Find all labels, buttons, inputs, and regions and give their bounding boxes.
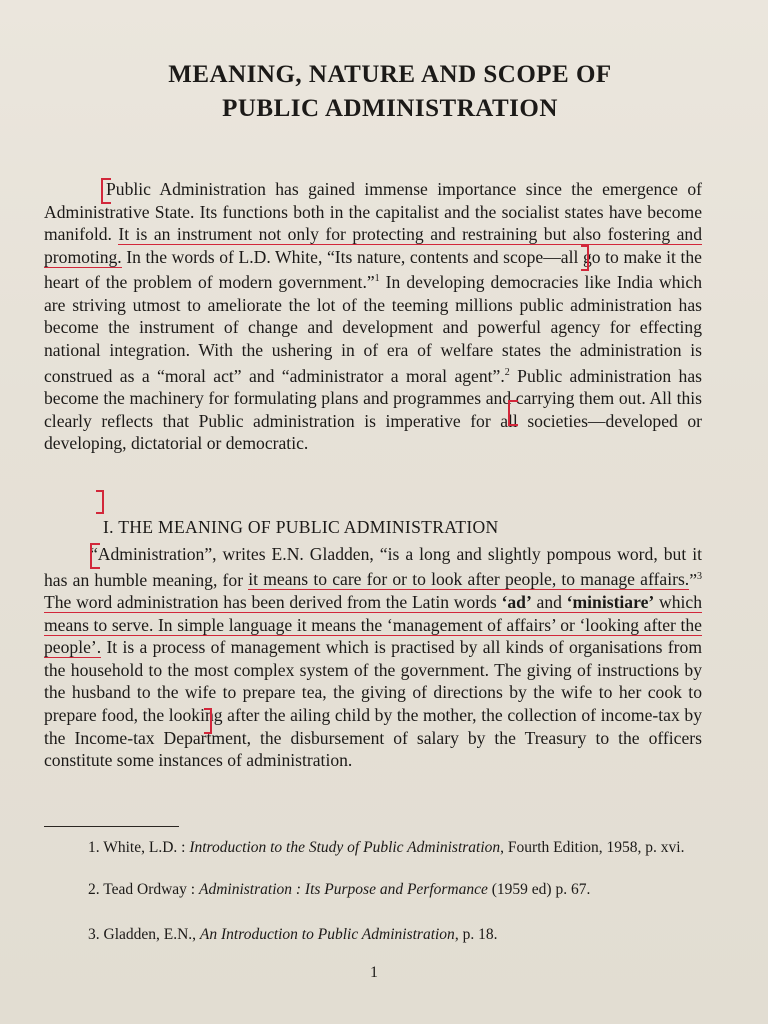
annotation-bracket [581, 245, 589, 271]
footnote-ref-2: 2 [504, 366, 510, 378]
annotation-bracket [90, 543, 100, 569]
p2-underlined-phrase-3: which means to serve. In simple language it means the ‘management of affairs’ or ‘looking after the people’. [44, 592, 702, 658]
footnote-2 [44, 880, 704, 900]
footnote-rule [44, 826, 179, 827]
paragraph-meaning [44, 543, 702, 772]
page-number: 1 [370, 964, 378, 981]
p1-sentence-5: Public administration has become the machinery for formulating plans and programmes and carrying them out. All this clearly reflects that Public administration is imperative for all societies—developed or developing, dictatorial or democratic. [44, 365, 703, 454]
footnote-ref-3: 3 [697, 570, 702, 582]
annotation-bracket [96, 490, 104, 514]
p2-underlined-phrase-1: it means to care for or to look after people, to manage affairs. [248, 569, 690, 590]
latin-word-ministiare: ‘ministiare’ [566, 592, 655, 613]
footnote-number: 3. [88, 926, 100, 943]
footnote-author: White, L.D. : [103, 839, 190, 856]
page-title [95, 58, 685, 126]
p2-underlined-phrase-2: The word administration has been derived from the Latin words [44, 592, 502, 613]
annotation-bracket [101, 178, 111, 204]
p1-sentence-1: Public Administration has gained immense importance since the emergence of Administrative State. Its functions both in the capitalist and the socialist states have become manifold. [44, 179, 702, 245]
section-heading: I. THE MEANING OF PUBLIC ADMINISTRATION [103, 517, 499, 537]
annotation-bracket [508, 400, 518, 426]
p2-sentence-3: It is a process of management which is practised by all kinds of organisations from the household to the most complex system of the government. [44, 637, 702, 680]
footnote-number: 1. [88, 839, 100, 856]
footnote-details: , Fourth Edition, 1958, p. xvi. [500, 839, 685, 856]
p1-white-quote: In the words of L.D. White, “Its nature, contents and scope—all go to make it the heart of the problem of modern government.” [44, 246, 702, 293]
p2-quote-close: ” [689, 569, 697, 590]
footnote-work: Administration : Its Purpose and Performance [199, 881, 488, 898]
footnote-author: Tead Ordway : [103, 881, 199, 898]
p2-gladden-quote: “Administration”, writes E.N. Gladden, “is a long and slightly pompous word, but it has an humble meaning, for [44, 544, 702, 590]
title-line-1: MEANING, NATURE AND SCOPE OF [168, 61, 612, 88]
footnote-number: 2. [88, 881, 100, 898]
p2-and: and [531, 592, 567, 613]
footnote-details: (1959 ed) p. 67. [487, 881, 591, 898]
p1-underlined-phrase: It is an instrument not only for protecting and restraining but also fostering and promoting. [44, 224, 702, 267]
footnote-3 [44, 925, 704, 945]
footnote-work: Introduction to the Study of Public Administration [189, 839, 501, 856]
annotation-bracket [204, 708, 212, 734]
p1-sentence-4: In developing democracies like India which are striving utmost to ameliorate the lot of the teeming millions public administration has become the instrument of change and development and powerful agency for effecting national integration. With the ushering in of era of welfare states the administration is construed as a “moral act” and “administrator a moral agent”. [44, 272, 702, 386]
footnote-ref-1: 1 [374, 273, 380, 285]
paragraph-intro [44, 178, 702, 455]
p2-sentence-4: The giving of instructions by the husband to the wife to prepare tea, the giving of directions by the wife to her cook to prepare food, the looking after the ailing child by the mother, the collection of income-tax by the Income-tax Department, the disbursement of salary by the Treasury to the officers constitute some instances of administration. [44, 659, 702, 771]
latin-word-ad: ‘ad’ [501, 592, 532, 613]
footnote-work: An Introduction to Public Administration [199, 926, 455, 943]
title-line-2: PUBLIC ADMINISTRATION [222, 95, 558, 122]
footnote-1 [44, 838, 704, 858]
footnote-author: Gladden, E.N., [103, 926, 200, 943]
footnote-details: , p. 18. [454, 926, 498, 943]
